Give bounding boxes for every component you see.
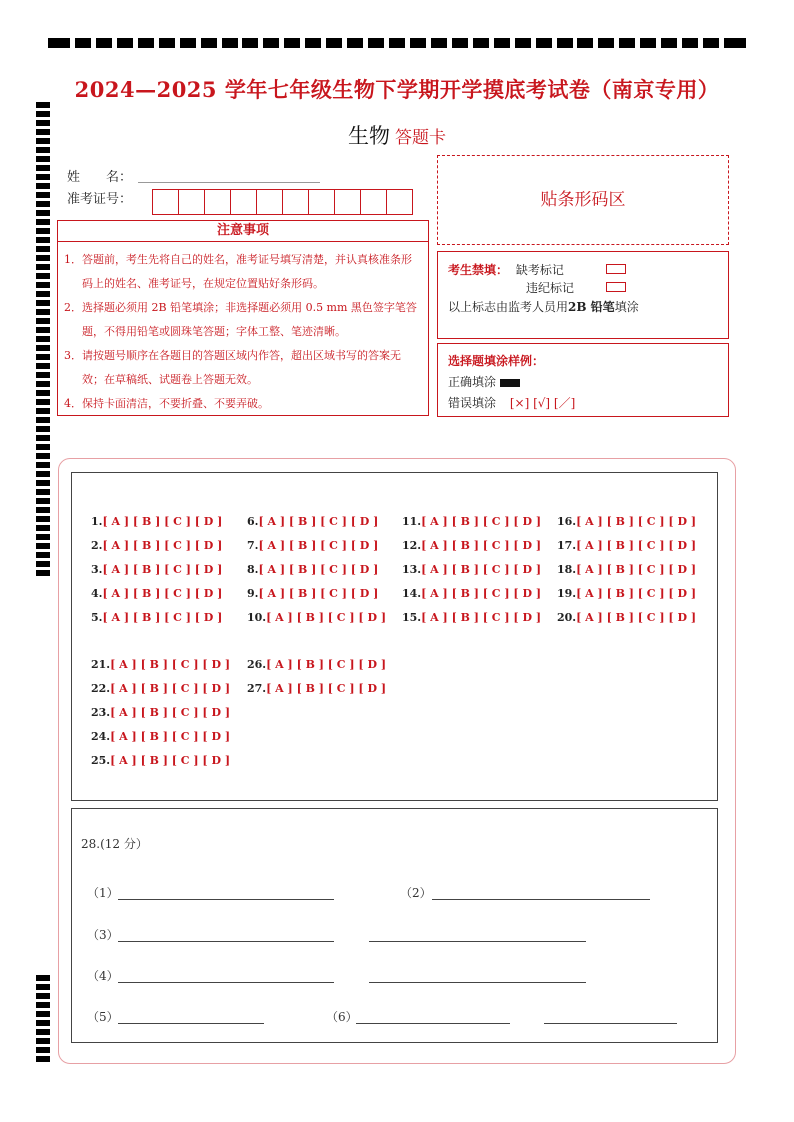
question-row[interactable]: 17.[ A ] [ B ] [ C ] [ D ] xyxy=(557,539,697,552)
forbid-note-bold: 2B 铅笔 xyxy=(568,300,615,314)
question-row[interactable]: 24.[ A ] [ B ] [ C ] [ D ] xyxy=(91,730,231,743)
q28-answer-line-3a[interactable] xyxy=(118,940,334,942)
question-row[interactable]: 21.[ A ] [ B ] [ C ] [ D ] xyxy=(91,658,231,671)
question-row[interactable]: 5.[ A ] [ B ] [ C ] [ D ] xyxy=(91,611,223,624)
notice-item: 1．答题前，考生先将自己的姓名，准考证号填写清楚，并认真核准条形码上的姓名、准考证号，在规定位置贴好条形码。 xyxy=(64,253,412,290)
q28-answer-line-2[interactable] xyxy=(432,898,650,900)
left-timing-marks-top xyxy=(36,102,50,579)
forbid-note-suffix: 填涂 xyxy=(614,300,639,314)
notice-item: 4．保持卡面清洁，不要折叠、不要弄破。 xyxy=(64,397,269,410)
q28-answer-line-5[interactable] xyxy=(118,1022,264,1024)
answer-card-label: 答题卡 xyxy=(395,128,447,148)
question-row[interactable]: 15.[ A ] [ B ] [ C ] [ D ] xyxy=(402,611,542,624)
q28-label-6: （6） xyxy=(326,1010,358,1024)
id-label: 准考证号： xyxy=(67,192,133,207)
multiple-choice-section xyxy=(71,472,718,801)
sample-heading: 选择题填涂样例： xyxy=(448,354,545,368)
question-row[interactable]: 23.[ A ] [ B ] [ C ] [ D ] xyxy=(91,706,231,719)
q28-header: 28.(12 分） xyxy=(81,837,148,851)
q28-answer-line-6a[interactable] xyxy=(356,1022,510,1024)
question-row[interactable]: 4.[ A ] [ B ] [ C ] [ D ] xyxy=(91,587,223,600)
question-row[interactable]: 2.[ A ] [ B ] [ C ] [ D ] xyxy=(91,539,223,552)
question-28-section xyxy=(71,808,718,1043)
name-label: 姓 名： xyxy=(67,170,133,185)
name-field[interactable] xyxy=(138,181,320,183)
absent-label: 缺考标记 xyxy=(515,263,564,277)
correct-fill-label: 正确填涂 xyxy=(448,375,497,389)
correct-fill-sample xyxy=(500,379,520,387)
notice-item: 2．选择题必须用 2B 铅笔填涂；非选择题必须用 0.5 mm 黑色签字笔答题，不得用铅笔或圆珠笔答题；字体工整、笔迹清晰。 xyxy=(64,301,417,338)
fill-sample-box xyxy=(437,343,729,417)
q28-answer-line-4b[interactable] xyxy=(369,981,586,983)
question-row[interactable]: 3.[ A ] [ B ] [ C ] [ D ] xyxy=(91,563,223,576)
notice-heading: 注意事项 xyxy=(58,221,428,242)
wrong-fill-label: 错误填涂 xyxy=(448,396,497,410)
question-row[interactable]: 25.[ A ] [ B ] [ C ] [ D ] xyxy=(91,754,231,767)
notice-box xyxy=(57,220,429,416)
absent-mark-box[interactable] xyxy=(606,264,626,274)
violation-mark-box[interactable] xyxy=(606,282,626,292)
question-row[interactable]: 22.[ A ] [ B ] [ C ] [ D ] xyxy=(91,682,231,695)
barcode-area[interactable]: 贴条形码区 xyxy=(437,155,729,245)
q28-label-5: （5） xyxy=(87,1010,119,1024)
question-row[interactable]: 19.[ A ] [ B ] [ C ] [ D ] xyxy=(557,587,697,600)
examiner-only-box xyxy=(437,251,729,339)
forbid-label: 考生禁填： xyxy=(448,263,509,277)
question-row[interactable]: 1.[ A ] [ B ] [ C ] [ D ] xyxy=(91,515,223,528)
question-row[interactable]: 27.[ A ] [ B ] [ C ] [ D ] xyxy=(247,682,387,695)
subtitle xyxy=(0,120,794,150)
question-row[interactable]: 20.[ A ] [ B ] [ C ] [ D ] xyxy=(557,611,697,624)
question-row[interactable]: 9.[ A ] [ B ] [ C ] [ D ] xyxy=(247,587,379,600)
question-row[interactable]: 12.[ A ] [ B ] [ C ] [ D ] xyxy=(402,539,542,552)
question-row[interactable]: 16.[ A ] [ B ] [ C ] [ D ] xyxy=(557,515,697,528)
q28-answer-line-3b[interactable] xyxy=(369,940,586,942)
id-number-boxes[interactable] xyxy=(152,189,413,215)
question-row[interactable]: 7.[ A ] [ B ] [ C ] [ D ] xyxy=(247,539,379,552)
question-row[interactable]: 6.[ A ] [ B ] [ C ] [ D ] xyxy=(247,515,379,528)
question-row[interactable]: 10.[ A ] [ B ] [ C ] [ D ] xyxy=(247,611,387,624)
q28-answer-line-4a[interactable] xyxy=(118,981,334,983)
top-timing-marks xyxy=(48,38,746,50)
q28-label-2: （2） xyxy=(400,886,432,900)
question-row[interactable]: 11.[ A ] [ B ] [ C ] [ D ] xyxy=(402,515,542,528)
question-row[interactable]: 13.[ A ] [ B ] [ C ] [ D ] xyxy=(402,563,542,576)
question-row[interactable]: 18.[ A ] [ B ] [ C ] [ D ] xyxy=(557,563,697,576)
wrong-fill-samples: [×] [√] [／] xyxy=(509,396,576,410)
question-row[interactable]: 26.[ A ] [ B ] [ C ] [ D ] xyxy=(247,658,387,671)
violation-label: 违纪标记 xyxy=(526,281,575,295)
q28-answer-line-1[interactable] xyxy=(118,898,334,900)
subject-label: 生物 xyxy=(347,124,390,148)
forbid-note-prefix: 以上标志由监考人员用 xyxy=(448,300,569,314)
exam-title: 2024—2025 学年七年级生物下学期开学摸底考试卷（南京专用） xyxy=(74,77,720,102)
q28-label-1: （1） xyxy=(87,886,119,900)
q28-label-3: （3） xyxy=(87,928,119,942)
notice-item: 3．请按题号顺序在各题目的答题区域内作答，超出区域书写的答案无效；在草稿纸、试题卷上答题无效。 xyxy=(64,349,401,386)
q28-label-4: （4） xyxy=(87,969,119,983)
q28-answer-line-6b[interactable] xyxy=(544,1022,677,1024)
question-row[interactable]: 14.[ A ] [ B ] [ C ] [ D ] xyxy=(402,587,542,600)
left-timing-marks-bottom xyxy=(36,975,50,1065)
question-row[interactable]: 8.[ A ] [ B ] [ C ] [ D ] xyxy=(247,563,379,576)
